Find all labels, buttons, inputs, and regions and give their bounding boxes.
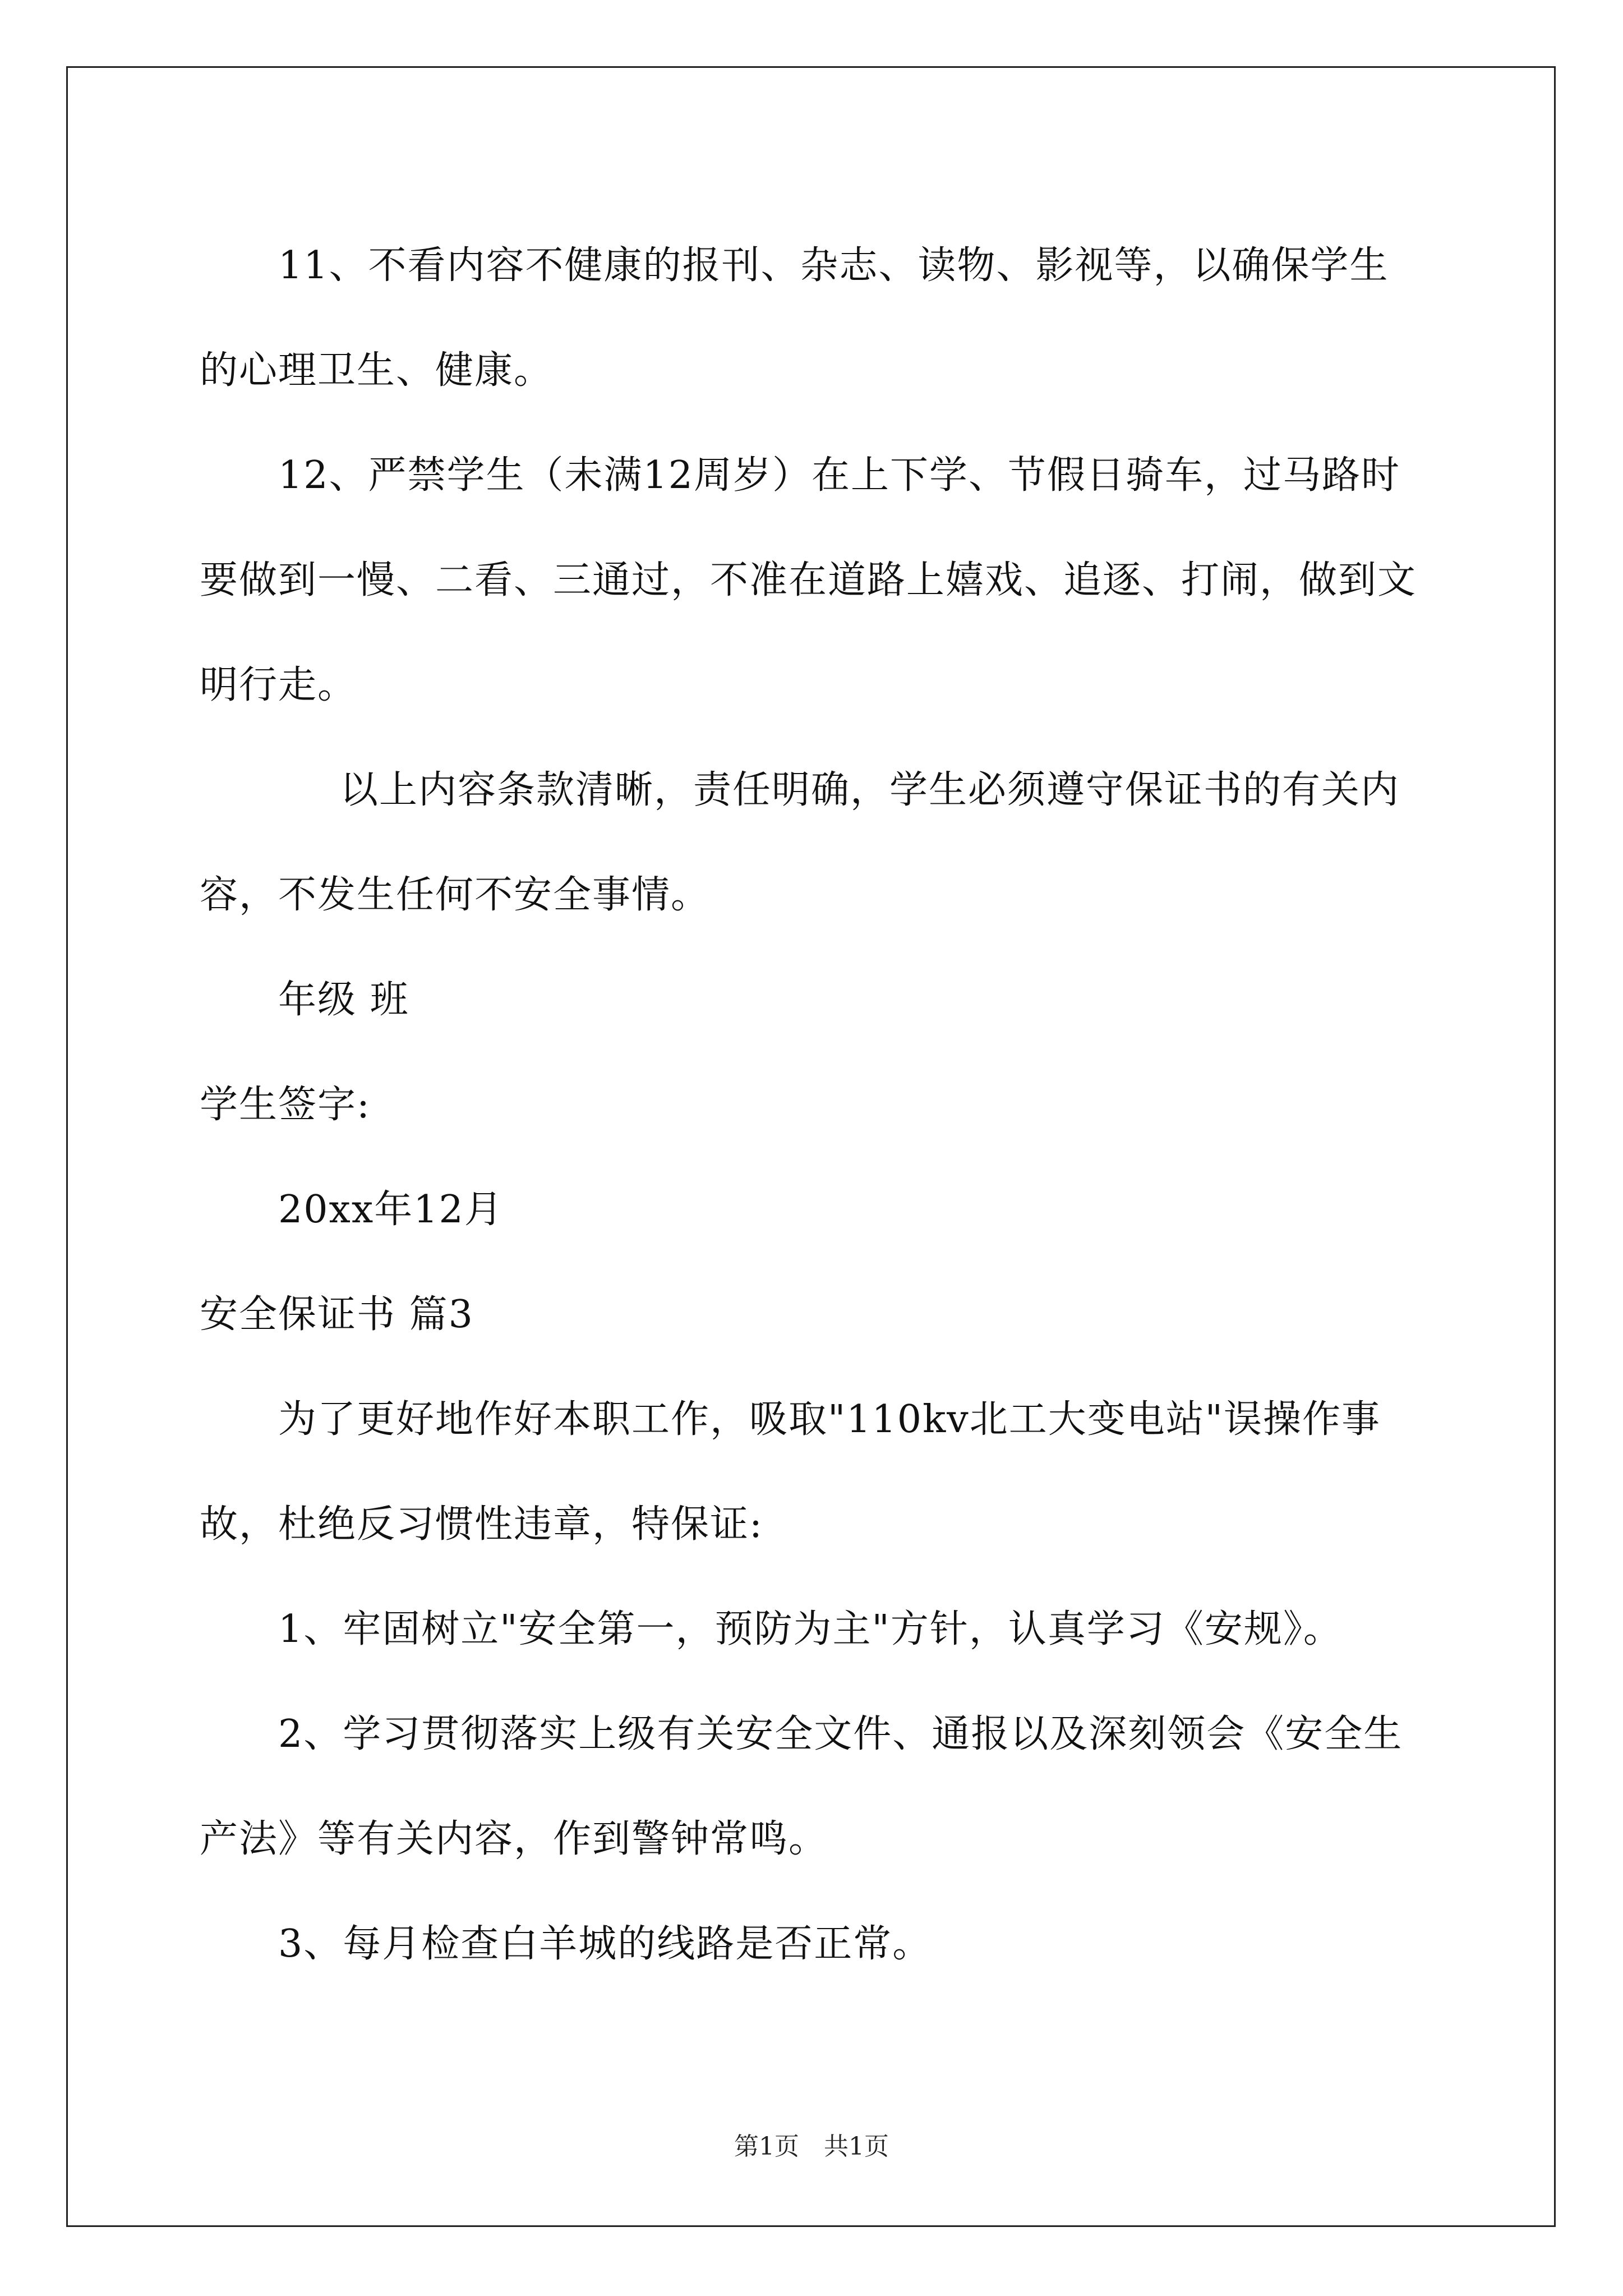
paragraph-item-11: 11、不看内容不健康的报刊、杂志、读物、影视等，以确保学生的心理卫生、健康。 <box>200 243 1389 393</box>
paragraph-item-1: 1、牢固树立"安全第一，预防为主"方针，认真学习《安规》。 <box>278 1607 1343 1651</box>
document-body <box>200 213 1424 1996</box>
paragraph-item-12: 12、严禁学生（未满12周岁）在上下学、节假日骑车，过马路时要做到一慢、二看、三通过，不准在道路上嬉戏、追逐、打闹，做到文明行走。 <box>200 453 1417 707</box>
paragraph-item-2: 2、学习贯彻落实上级有关安全文件、通报以及深刻领会《安全生产法》等有关内容，作到警钟常鸣。 <box>200 1712 1403 1861</box>
date-line: 20xx年12月 <box>278 1188 504 1232</box>
section-heading: 安全保证书 篇3 <box>200 1292 474 1337</box>
grade-class-line: 年级 班 <box>278 978 409 1022</box>
page-footer: 第1页 共1页 <box>734 2132 889 2161</box>
paragraph-summary: 以上内容条款清晰，责任明确，学生必须遵守保证书的有关内容，不发生任何不安全事情。 <box>200 768 1400 917</box>
paragraph-item-3: 3、每月检查白羊城的线路是否正常。 <box>278 1922 932 1966</box>
paragraph-intro: 为了更好地作好本职工作，吸取"110kv北工大变电站"误操作事故，杜绝反习惯性违章，特保证: <box>200 1397 1381 1547</box>
student-signature-line: 学生签字: <box>200 1083 371 1127</box>
